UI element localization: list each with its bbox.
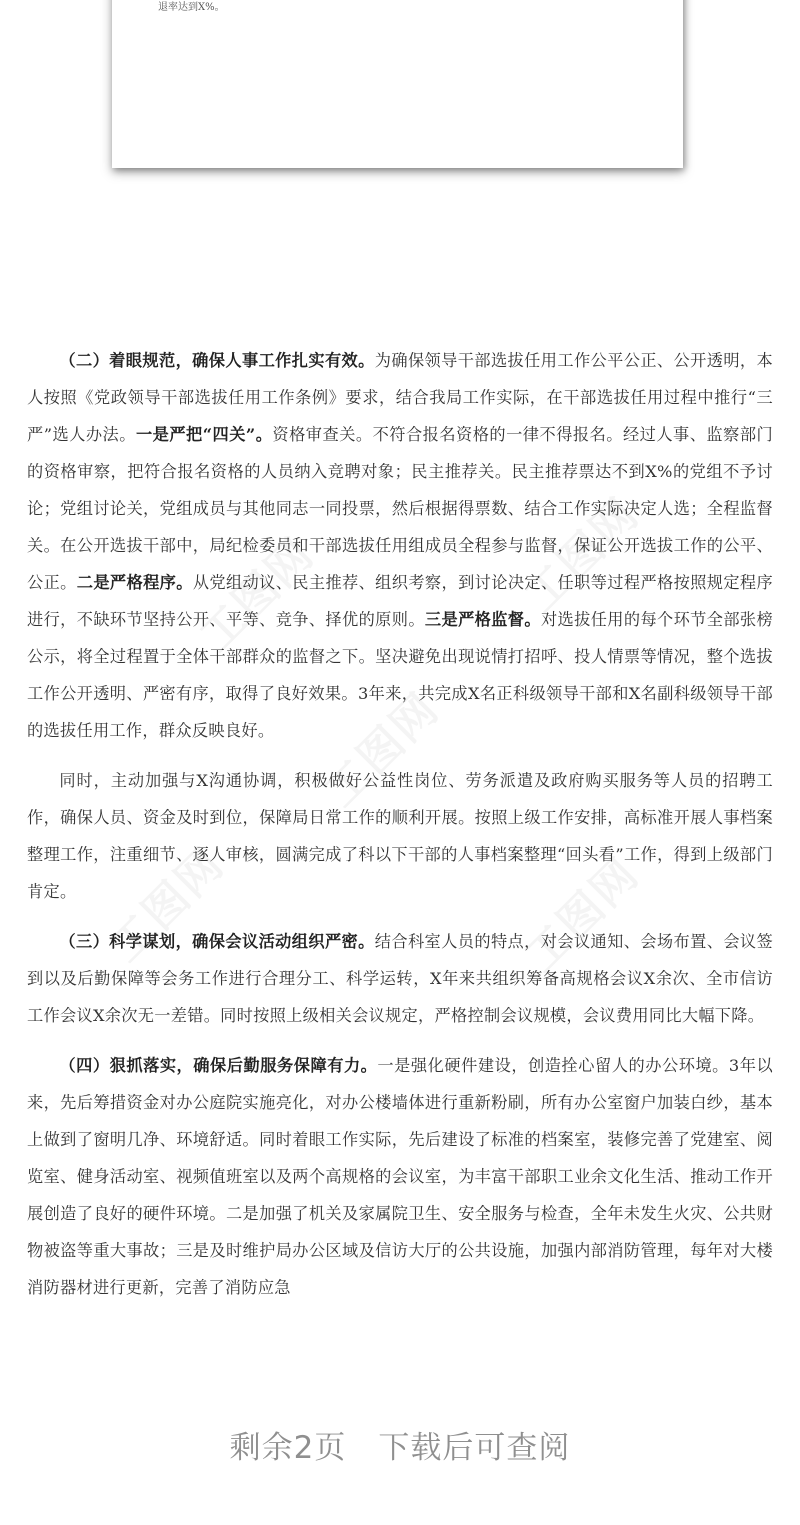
emphasis-text: 一是严把“四关”。	[135, 425, 273, 444]
preview-snippet: 退率达到X%。	[158, 2, 225, 13]
paragraph-text: 一是强化硬件建设，创造拴心留人的办公环境。3年以来，先后筹措资金对办公庭院实施亮化，对办公楼墙体进行重新粉刷，所有办公室窗户加装白纱，基本上做到了窗明几净、环境舒适。同时着眼工作实际，先后建设了标准的档案室，装修完善了党建室、阅览室、健身活动室、视频值班室以及两个高规格的会议室，为丰富干部职工业余文化生活、推动工作开展创造了良好的硬件环境。二是加强了机关及家属院卫生、安全服务与检查，全年未发生火灾、公共财物被盗等重大事故；三是及时维护局办公区域及信访大厅的公共设施，加强内部消防管理，每年对大楼消防器材进行更新，完善了消防应急	[27, 1056, 773, 1297]
page-preview-card	[112, 0, 683, 168]
paragraph	[27, 923, 773, 1034]
article-body	[27, 342, 773, 1319]
paragraph	[27, 342, 773, 749]
paragraph-text: 从党组动议、民主推荐、组织考察，到讨论决定、任职等过程严格按照规定程序进行，不缺环节坚持公开、平等、竞争、择优的原则。	[27, 573, 773, 629]
paragraph-text: 结合科室人员的特点，对会议通知、会场布置、会议签到以及后勤保障等会务工作进行合理分工、科学运转，X年来共组织筹备高规格会议X余次、全市信访工作会议X余次无一差错。同时按照上级相关会议规定，严格控制会议规模，会议费用同比大幅下降。	[27, 932, 774, 1025]
section-heading: （四）狠抓落实，确保后勤服务保障有力。	[59, 1056, 378, 1075]
paragraph-text: 为确保领导干部选拔任用工作公平公正、公开透明，本人按照《党政领导干部选拔任用工作条例》要求，结合我局工作实际，在干部选拔任用过程中推行“三严”选人办法。	[27, 351, 774, 444]
remaining-pages-link[interactable]: 剩余2页 下载后可查阅	[229, 1430, 571, 1466]
paragraph	[27, 1047, 773, 1306]
paragraph-text: 资格审查关。不符合报名资格的一律不得报名。经过人事、监察部门的资格审察，把符合报名资格的人员纳入竞聘对象；民主推荐关。民主推荐票达不到X%的党组不予讨论；党组讨论关，党组成员与其他同志一同投票，然后根据得票数、结合工作实际决定人选；全程监督关。在公开选拔干部中，局纪检委员和干部选拔任用组成员全程参与监督，保证公开选拔工作的公平、公正。	[27, 425, 773, 592]
emphasis-text: 三是严格监督。	[424, 610, 541, 629]
section-heading: （三）科学谋划，确保会议活动组织严密。	[59, 932, 375, 951]
section-heading: （二）着眼规范，确保人事工作扎实有效。	[59, 351, 375, 370]
paragraph-text: 对选拔任用的每个环节全部张榜公示，将全过程置于全体干部群众的监督之下。坚决避免出现说情打招呼、投人情票等情况，整个选拔工作公开透明、严密有序，取得了良好效果。3年来，共完成X名正科级领导干部和X名副科级领导干部的选拔任用工作，群众反映良好。	[27, 610, 773, 740]
emphasis-text: 二是严格程序。	[76, 573, 193, 592]
paragraph	[27, 762, 773, 910]
paragraph-text: 同时，主动加强与X沟通协调，积极做好公益性岗位、劳务派遣及政府购买服务等人员的招聘工作，确保人员、资金及时到位，保障局日常工作的顺利开展。按照上级工作安排，高标准开展人事档案整理工作，注重细节、逐人审核，圆满完成了科以下干部的人事档案整理“回头看”工作，得到上级部门肯定。	[27, 771, 773, 901]
